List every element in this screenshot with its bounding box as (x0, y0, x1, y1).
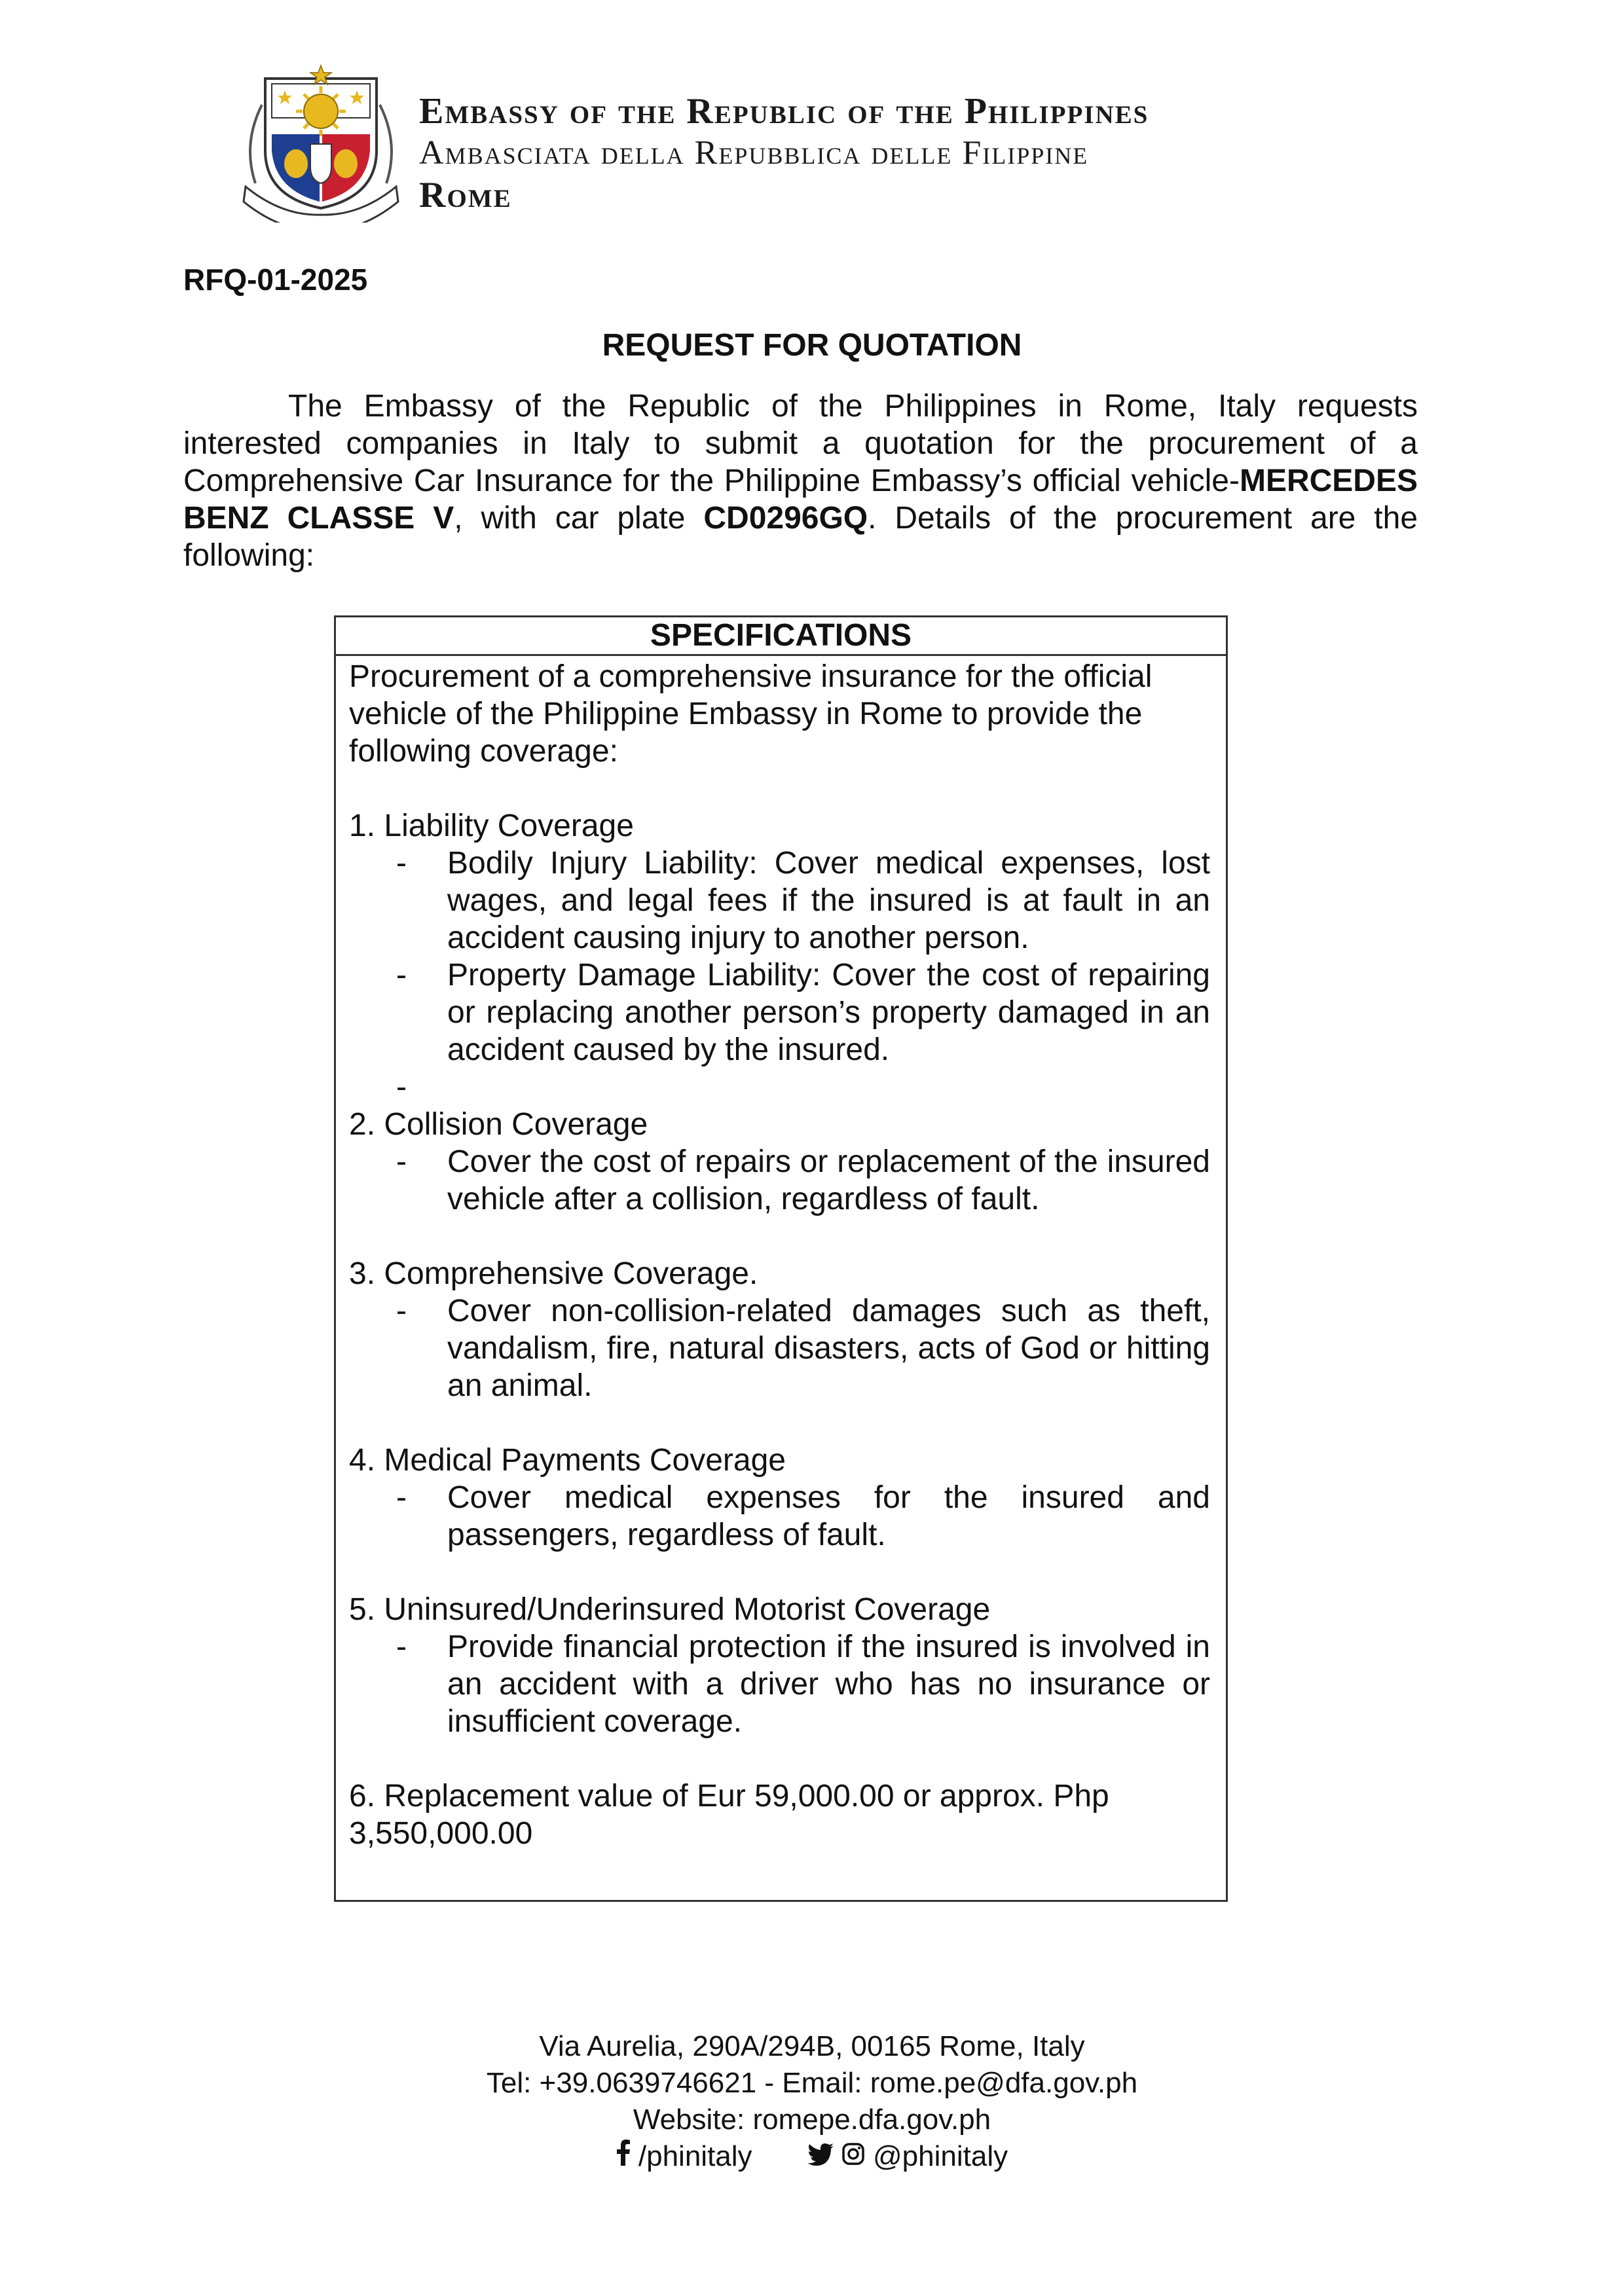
specifications-heading: SPECIFICATIONS (336, 617, 1226, 656)
bullet-dash: - (396, 1294, 407, 1328)
intro-text-part1: The Embassy of the Republic of the Philippines in Rome, Italy requests interested companies in Italy to submit a quotation for the procurement of a Comprehensive Car Insurance for the Philippine Embassy’s official vehicle- (183, 389, 1418, 498)
coverage-section-title: 1. Liability Coverage (349, 809, 634, 843)
coverage-bullet-text: Bodily Injury Liability: Cover medical expenses, lost wages, and legal fees if the insured is at fault in an accident causing injury to another person. (447, 846, 1210, 955)
empty-bullet (349, 1068, 1210, 1106)
coverage-bullet (349, 1292, 1210, 1404)
coverage-section-title: 3. Comprehensive Coverage. (349, 1256, 758, 1291)
twitter-instagram-link[interactable] (807, 2138, 1008, 2175)
social-handle: @phinitaly (873, 2140, 1008, 2172)
coverage-section-collision (349, 1106, 1210, 1218)
coverage-bullet (349, 1628, 1210, 1740)
bullet-dash: - (396, 1144, 407, 1179)
coverage-bullet-text: Property Damage Liability: Cover the cost of repairing or replacing another person’s property damaged in an accident caused by the insured. (447, 958, 1210, 1067)
vehicle-model: MERCEDES BENZ CLASSE V (183, 464, 1418, 536)
coverage-bullet-text: Provide financial protection if the insured is involved in an accident with a driver who has no insurance or insufficient coverage. (447, 1630, 1210, 1739)
coverage-bullet (349, 845, 1210, 957)
coverage-section-comprehensive (349, 1255, 1210, 1404)
coverage-section-title: 2. Collision Coverage (349, 1107, 648, 1142)
coverage-bullet-text: Cover non-collision-related damages such as theft, vandalism, fire, natural disasters, acts of God or hitting an animal. (447, 1294, 1210, 1403)
bullet-dash: - (396, 846, 407, 881)
replacement-value (349, 1777, 1210, 1852)
facebook-handle: /phinitaly (638, 2140, 752, 2172)
letterhead-city: Rome (419, 175, 512, 215)
footer (0, 2028, 1624, 2175)
coverage-section-medical (349, 1442, 1210, 1554)
car-plate: CD0296GQ (703, 501, 868, 536)
coverage-section-uninsured (349, 1591, 1210, 1740)
bullet-dash: - (396, 958, 407, 993)
facebook-link[interactable] (616, 2138, 752, 2175)
instagram-icon (841, 2138, 865, 2175)
footer-contact: Tel: +39.0639746621 - Email: rome.pe@dfa.gov.ph (486, 2067, 1138, 2099)
coverage-bullet (349, 957, 1210, 1068)
coverage-bullet (349, 1479, 1210, 1554)
bullet-dash: - (396, 1630, 407, 1664)
intro-paragraph (183, 388, 1418, 574)
coverage-section-title: 5. Uninsured/Underinsured Motorist Coverage (349, 1592, 991, 1627)
coverage-bullet (349, 1143, 1210, 1218)
letterhead-embassy-name-italian: Ambasciata della Repubblica delle Filippine (419, 134, 1089, 172)
footer-address: Via Aurelia, 290A/294B, 00165 Rome, Italy (539, 2030, 1085, 2062)
philippine-seal-icon (236, 52, 406, 223)
bullet-dash: - (396, 1480, 407, 1515)
document-title: REQUEST FOR QUOTATION (602, 328, 1022, 363)
coverage-bullet-text: Cover the cost of repairs or replacement of the insured vehicle after a collision, regardless of fault. (447, 1144, 1210, 1216)
reference-number: RFQ-01-2025 (183, 263, 368, 297)
coverage-bullet-text: Cover medical expenses for the insured and passengers, regardless of fault. (447, 1480, 1210, 1552)
specifications-body (349, 658, 1210, 1852)
embassy-seal (236, 52, 406, 223)
letterhead-embassy-name: Embassy of the Republic of the Philippines (419, 91, 1149, 132)
facebook-icon (616, 2138, 631, 2175)
footer-social (0, 2138, 1624, 2175)
footer-website: Website: romepe.dfa.gov.ph (633, 2104, 991, 2136)
letterhead (419, 90, 1149, 216)
replacement-value-text: 6. Replacement value of Eur 59,000.00 or approx. Php 3,550,000.00 (349, 1779, 1109, 1851)
specifications-intro: Procurement of a comprehensive insurance for the official vehicle of the Philippine Embassy in Rome to provide the following coverage: (349, 659, 1153, 769)
intro-text-part3: . Details of the procurement are the following: (183, 501, 1418, 573)
intro-text-part2: , with car plate (454, 501, 704, 536)
bullet-dash: - (396, 1070, 407, 1104)
twitter-icon (807, 2138, 834, 2175)
coverage-section-title: 4. Medical Payments Coverage (349, 1443, 786, 1478)
coverage-section-liability (349, 807, 1210, 1106)
specifications-box (334, 615, 1228, 1902)
